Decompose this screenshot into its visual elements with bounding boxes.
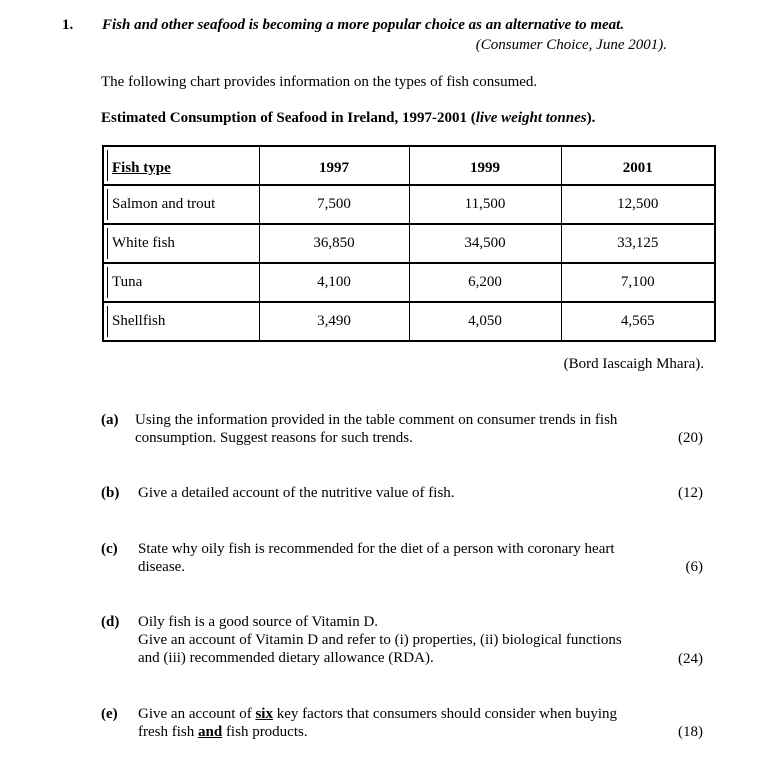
question-number: 1.	[62, 17, 74, 33]
table-cell: 7,500	[259, 185, 409, 224]
table-title-main: Estimated Consumption of Seafood in Ireland, 1997-2001 (	[101, 110, 476, 126]
headline: Fish and other seafood is becoming a more popular choice as an alternative to meat.	[102, 17, 625, 33]
table-title	[101, 110, 595, 127]
table-title-unit: live weight tonnes	[475, 110, 587, 126]
question-text: State why oily fish is recommended for the diet of a person with coronary heart disease.	[138, 541, 615, 575]
question-label: (c)	[101, 541, 118, 557]
question-marks: (12)	[678, 485, 703, 501]
table-cell: Salmon and trout	[103, 185, 259, 224]
source-bottom: (Bord Iascaigh Mhara).	[563, 356, 704, 372]
consumption-table	[102, 145, 716, 342]
question-marks: (18)	[678, 724, 703, 740]
question-text: Give an account of six key factors that consumers should consider when buying fresh fish and fish products.	[138, 706, 618, 740]
question-label: (e)	[101, 706, 118, 722]
question-marks: (20)	[678, 430, 703, 446]
question-marks: (6)	[685, 559, 703, 575]
question-text: Oily fish is a good source of Vitamin D. Give an account of Vitamin D and refer to (i) properties, (ii) biological functions and (iii) recommended dietary allowance (RDA).	[138, 614, 622, 666]
table-title-end: ).	[586, 110, 596, 126]
table-cell: 4,565	[561, 302, 715, 341]
table-cell: 6,200	[409, 263, 561, 302]
header-cell: 1999	[409, 146, 561, 185]
table-cell: 33,125	[561, 224, 715, 263]
table-cell: 3,490	[259, 302, 409, 341]
table-cell: White fish	[103, 224, 259, 263]
question-label: (d)	[101, 614, 120, 630]
intro-text: The following chart provides information on the types of fish consumed.	[101, 74, 538, 90]
header-cell: Fish type	[103, 146, 259, 185]
question-text: Give a detailed account of the nutritive value of fish.	[138, 485, 455, 501]
table-cell: 4,050	[409, 302, 561, 341]
table-header-row	[103, 146, 715, 185]
table-cell: 11,500	[409, 185, 561, 224]
table-cell: 34,500	[409, 224, 561, 263]
question-label: (b)	[101, 485, 120, 501]
table-row	[103, 224, 715, 263]
table-row	[103, 185, 715, 224]
header-cell: 2001	[561, 146, 715, 185]
question-text: Using the information provided in the table comment on consumer trends in fish consumption. Suggest reasons for such trends.	[135, 412, 618, 446]
table-cell: Shellfish	[103, 302, 259, 341]
question-marks: (24)	[678, 651, 703, 667]
table-cell: 12,500	[561, 185, 715, 224]
table-cell: 7,100	[561, 263, 715, 302]
table-cell: Tuna	[103, 263, 259, 302]
table-row	[103, 302, 715, 341]
table-cell: 36,850	[259, 224, 409, 263]
header-cell: 1997	[259, 146, 409, 185]
table-cell: 4,100	[259, 263, 409, 302]
question-label: (a)	[101, 412, 119, 428]
table-row	[103, 263, 715, 302]
source-top: (Consumer Choice, June 2001).	[475, 37, 667, 53]
